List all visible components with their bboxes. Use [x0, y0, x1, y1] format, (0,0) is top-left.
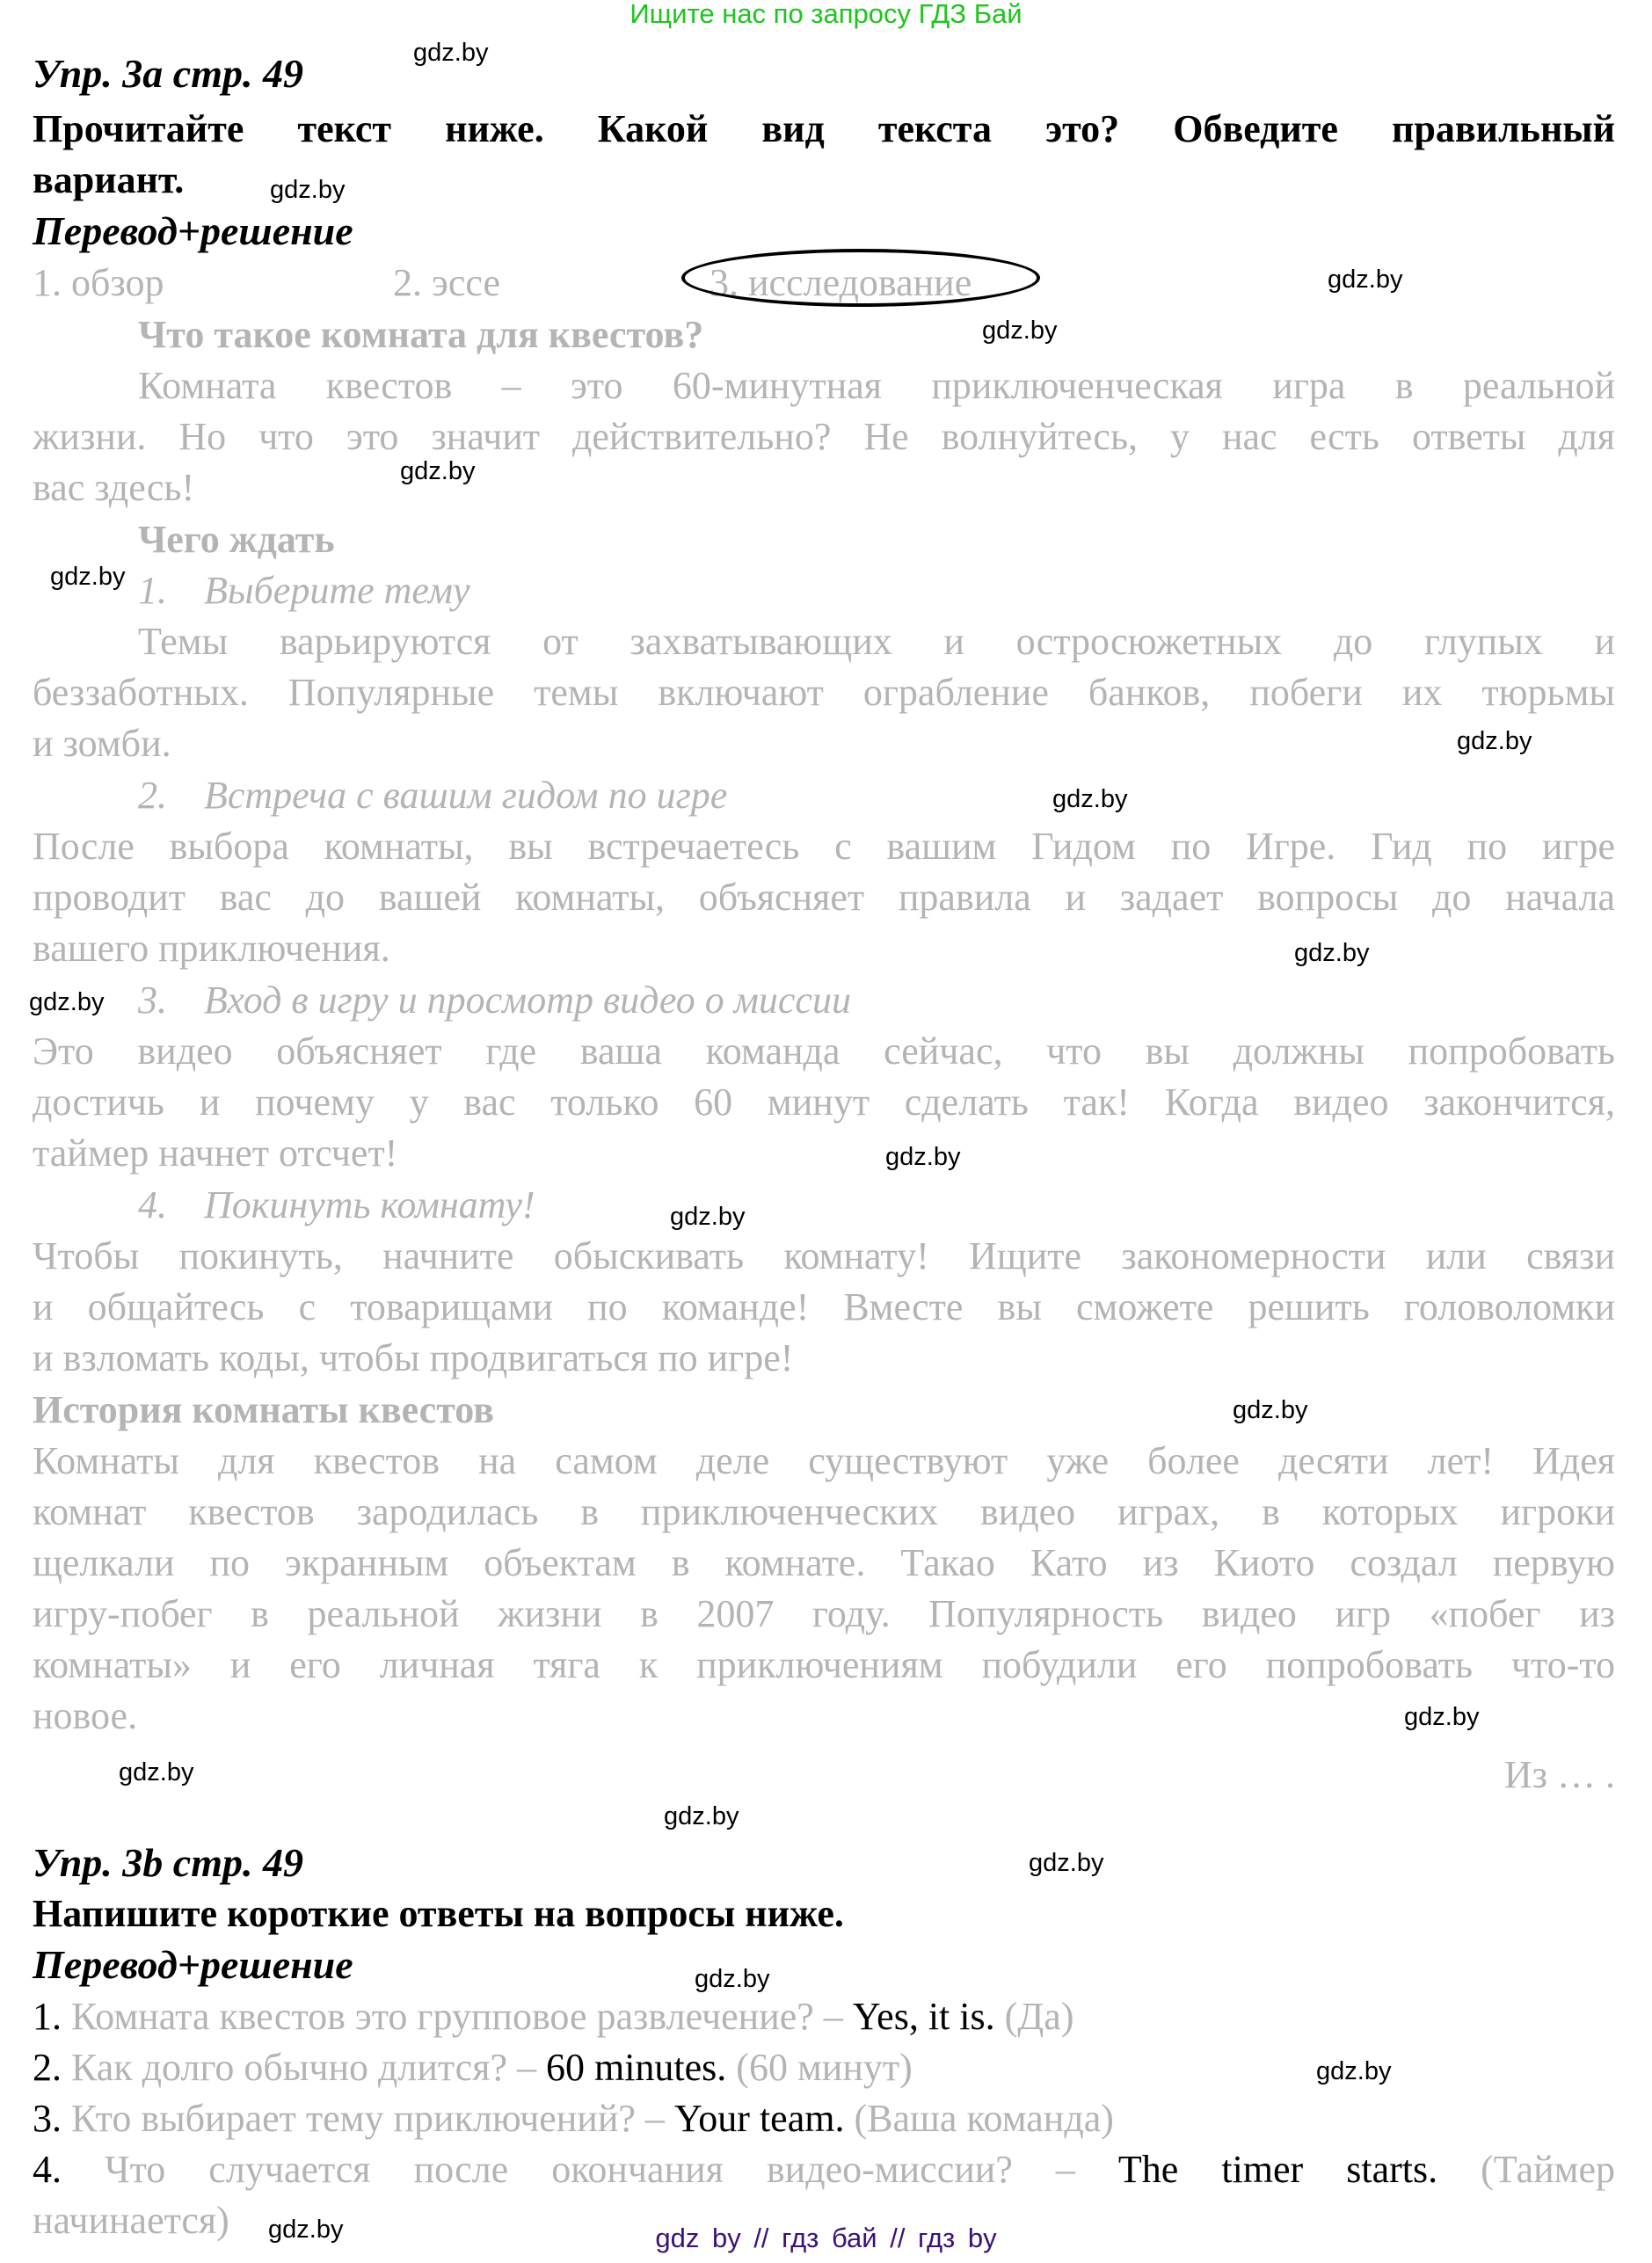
step-text-line: и зомби. [33, 722, 171, 765]
history-line: комнаты» и его личная тяга к приключениям побудили его попробовать что-то [33, 1643, 1615, 1686]
source-note: Из … . [1503, 1753, 1615, 1796]
footer-links[interactable]: gdz by // гдз бай // гдз by [655, 2223, 997, 2253]
watermark: gdz.by [29, 988, 105, 1016]
option-essay[interactable]: 2. эссе [393, 261, 501, 304]
step-title [33, 975, 1615, 1026]
exercise-3a-title: Упр. 3а стр. 49 [33, 51, 304, 96]
qa-item [33, 2093, 1615, 2144]
step-number: 2. [138, 774, 167, 817]
exercise-3a-task-line1: Прочитайте текст ниже. Какой вид текста это? Обведите правильный [33, 107, 1615, 150]
qa-answer: Yes, it is. [852, 1995, 995, 2038]
exercise-3b-title: Упр. 3b стр. 49 [33, 1840, 304, 1885]
watermark: gdz.by [670, 1203, 746, 1231]
intro-line: вас здесь! [33, 466, 195, 509]
intro-line: жизни. Но что это значит действительно? Не волнуйтесь, у нас есть ответы для [33, 415, 1615, 458]
qa-translation: (60 минут) [736, 2046, 913, 2089]
step-text-line: Это видео объясняет где ваша команда сейчас, что вы должны попробовать [33, 1030, 1615, 1073]
watermark: gdz.by [885, 1143, 961, 1171]
step-text-line: таймер начнет отсчет! [33, 1132, 398, 1175]
watermark: gdz.by [1457, 727, 1532, 755]
qa-question: Комната квестов это групповое развлечение? – [71, 1995, 843, 2038]
step-text-line: вашего приключения. [33, 927, 390, 970]
exercise-3a-subtitle: Перевод+решение [33, 208, 353, 253]
selected-option-circle [681, 249, 1040, 307]
qa-answer: The timer starts. [1117, 2148, 1438, 2191]
history-line: новое. [33, 1694, 138, 1737]
step-text-line: и взломать коды, чтобы продвигаться по игре! [33, 1336, 794, 1379]
step-number: 1. [138, 569, 167, 612]
step-title-text: Вход в игру и просмотр видео о миссии [204, 979, 851, 1022]
watermark: gdz.by [1029, 1849, 1104, 1877]
step-text-line: Чтобы покинуть, начните обыскивать комнату! Ищите закономерности или связи [33, 1234, 1615, 1277]
qa-answer: Your team. [673, 2097, 845, 2140]
watermark: gdz.by [400, 457, 476, 485]
step-number: 3. [138, 979, 167, 1022]
history-heading: История комнаты квестов [33, 1388, 494, 1431]
history-line: Комнаты для квестов на самом деле существуют уже более десяти лет! Идея [33, 1439, 1615, 1482]
exercise-3b-subtitle: Перевод+решение [33, 1942, 353, 1987]
option-review[interactable]: 1. обзор [33, 261, 164, 304]
watermark: gdz.by [413, 39, 489, 67]
intro-line: Комната квестов – это 60-минутная приключенческая игра в реальной [138, 364, 1615, 407]
watermark: gdz.by [119, 1758, 194, 1786]
step-title [33, 1180, 1615, 1231]
what-to-expect-heading: Чего ждать [138, 518, 335, 561]
watermark: gdz.by [695, 1965, 770, 1993]
history-line: игру-побег в реальной жизни в 2007 году. Популярность видео игр «побег из [33, 1592, 1615, 1635]
step-number: 4. [138, 1183, 167, 1226]
qa-number: 3. [33, 2097, 62, 2140]
qa-item [33, 2144, 1615, 2195]
watermark: gdz.by [664, 1802, 739, 1830]
step-title-text: Встреча с вашим гидом по игре [204, 774, 728, 817]
qa-item [33, 2042, 1615, 2093]
watermark: gdz.by [268, 2216, 344, 2244]
step-text-line: достичь и почему у вас только 60 минут сделать так! Когда видео закончится, [33, 1081, 1615, 1124]
qa-number: 1. [33, 1995, 62, 2038]
step-text-line: Темы варьируются от захватывающих и остросюжетных до глупых и [138, 620, 1615, 663]
step-title [33, 565, 1615, 616]
watermark: gdz.by [1328, 266, 1403, 294]
qa-number: 4. [33, 2148, 62, 2191]
qa-translation: (Да) [1004, 1995, 1074, 2038]
text-heading: Что такое комната для квестов? [138, 313, 704, 356]
qa-question: Как долго обычно длится? – [71, 2046, 536, 2089]
step-text-line: и общайтесь с товарищами по команде! Вместе вы сможете решить головоломки [33, 1285, 1615, 1328]
watermark: gdz.by [270, 176, 346, 204]
step-text-line: беззаботных. Популярные темы включают ограбление банков, побеги их тюрьмы [33, 671, 1615, 714]
qa-question: Кто выбирает тему приключений? – [71, 2097, 665, 2140]
watermark: gdz.by [1052, 785, 1128, 813]
option-research[interactable]: 3. исследование [710, 261, 972, 304]
exercise-3a-task-line2: вариант. [33, 158, 185, 201]
step-title [33, 770, 1615, 821]
step-text-line: После выбора комнаты, вы встречаетесь с вашим Гидом по Игре. Гид по игре [33, 825, 1615, 868]
step-title-text: Выберите тему [204, 569, 470, 612]
qa-question: Что случается после окончания видео-миссии? – [105, 2148, 1075, 2191]
search-banner: Ищите нас по запросу ГДЗ Бай [630, 0, 1022, 29]
history-line: щелкали по экранным объектам в комнате. Такао Като из Киото создал первую [33, 1541, 1615, 1584]
qa-translation: (Таймер [1481, 2148, 1615, 2191]
qa-item [33, 1991, 1615, 2042]
qa-translation-continued: начинается) [33, 2199, 229, 2242]
watermark: gdz.by [982, 317, 1058, 345]
step-text-line: проводит вас до вашей комнаты, объясняет правила и задает вопросы до начала [33, 876, 1615, 919]
step-title-text: Покинуть комнату! [204, 1183, 535, 1226]
exercise-3b-task: Напишите короткие ответы на вопросы ниже. [33, 1892, 844, 1935]
watermark: gdz.by [1233, 1396, 1308, 1424]
watermark: gdz.by [1404, 1703, 1480, 1731]
qa-answer: 60 minutes. [545, 2046, 727, 2089]
qa-number: 2. [33, 2046, 62, 2089]
qa-translation: (Ваша команда) [854, 2097, 1114, 2140]
watermark: gdz.by [50, 563, 126, 591]
watermark: gdz.by [1316, 2057, 1392, 2085]
watermark: gdz.by [1294, 939, 1370, 967]
history-line: комнат квестов зародилась в приключенческих видео играх, в которых игроки [33, 1490, 1615, 1533]
